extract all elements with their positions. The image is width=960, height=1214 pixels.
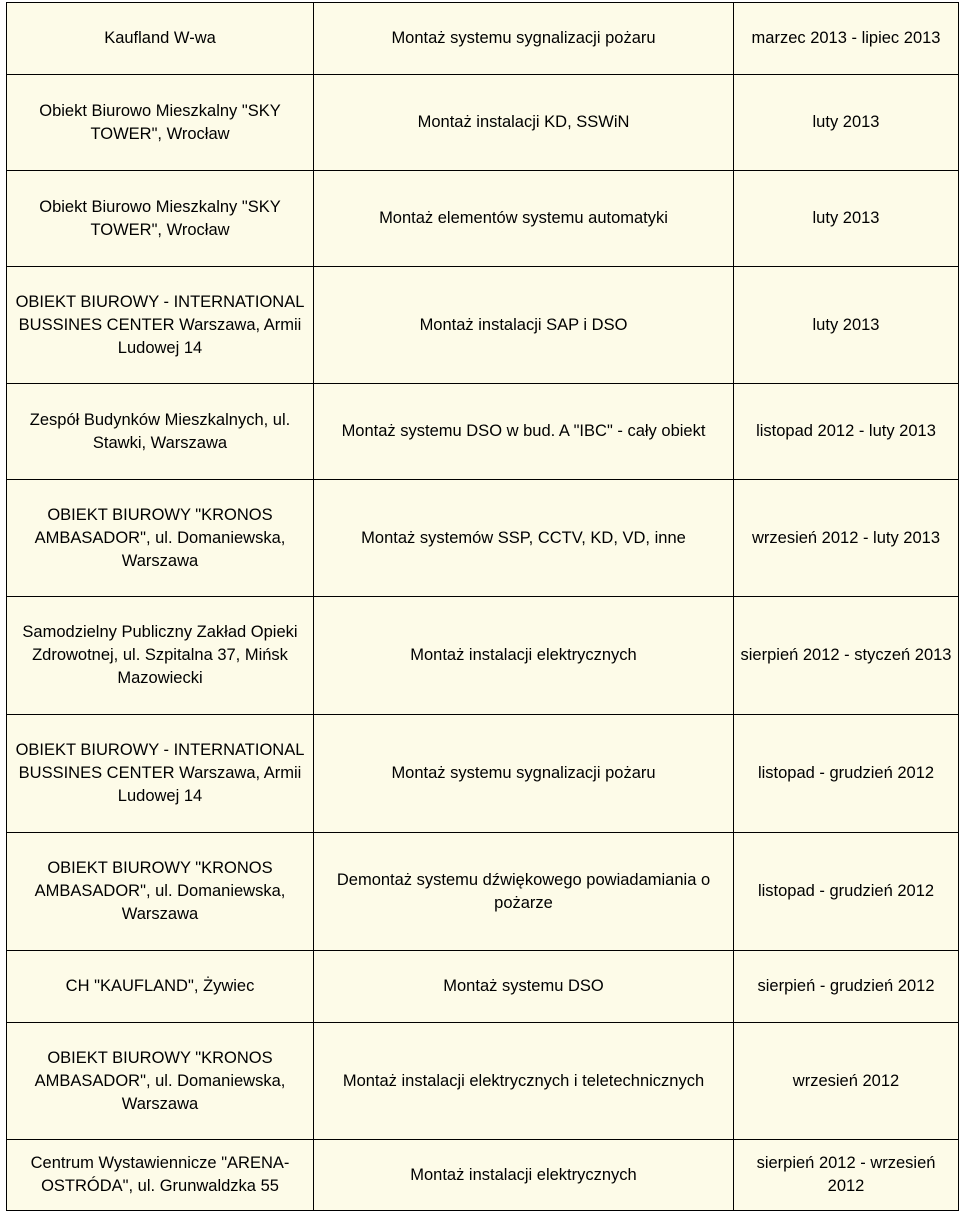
references-table-container [6, 2, 958, 1211]
scope-cell: Montaż systemu sygnalizacji pożaru [314, 3, 734, 75]
object-cell: OBIEKT BIUROWY "KRONOS AMBASADOR", ul. Domaniewska, Warszawa [7, 1023, 314, 1140]
scope-cell: Montaż systemu DSO [314, 951, 734, 1023]
table-row [7, 597, 959, 715]
table-row [7, 715, 959, 833]
object-cell: Zespół Budynków Mieszkalnych, ul. Stawki, Warszawa [7, 384, 314, 480]
table-row [7, 951, 959, 1023]
date-cell: listopad 2012 - luty 2013 [734, 384, 959, 480]
scope-cell: Demontaż systemu dźwiękowego powiadamiania o pożarze [314, 833, 734, 951]
scope-cell: Montaż instalacji elektrycznych i teletechnicznych [314, 1023, 734, 1140]
object-cell: OBIEKT BIUROWY "KRONOS AMBASADOR", ul. Domaniewska, Warszawa [7, 833, 314, 951]
table-row [7, 833, 959, 951]
scope-cell: Montaż systemu DSO w bud. A "IBC" - cały obiekt [314, 384, 734, 480]
object-cell: OBIEKT BIUROWY - INTERNATIONAL BUSSINES CENTER Warszawa, Armii Ludowej 14 [7, 715, 314, 833]
date-cell: luty 2013 [734, 267, 959, 384]
date-cell: listopad - grudzień 2012 [734, 715, 959, 833]
object-cell: CH "KAUFLAND", Żywiec [7, 951, 314, 1023]
date-cell: wrzesień 2012 [734, 1023, 959, 1140]
table-row [7, 171, 959, 267]
scope-cell: Montaż instalacji elektrycznych [314, 597, 734, 715]
object-cell: Obiekt Biurowo Mieszkalny "SKY TOWER", Wrocław [7, 75, 314, 171]
object-cell: Obiekt Biurowo Mieszkalny "SKY TOWER", Wrocław [7, 171, 314, 267]
date-cell: marzec 2013 - lipiec 2013 [734, 3, 959, 75]
scope-cell: Montaż systemów SSP, CCTV, KD, VD, inne [314, 480, 734, 597]
table-row [7, 3, 959, 75]
object-cell: OBIEKT BIUROWY - INTERNATIONAL BUSSINES CENTER Warszawa, Armii Ludowej 14 [7, 267, 314, 384]
references-table [6, 2, 959, 1211]
table-row [7, 1140, 959, 1211]
object-cell: Samodzielny Publiczny Zakład Opieki Zdrowotnej, ul. Szpitalna 37, Mińsk Mazowiecki [7, 597, 314, 715]
table-row [7, 1023, 959, 1140]
object-cell: Centrum Wystawiennicze "ARENA-OSTRÓDA", ul. Grunwaldzka 55 [7, 1140, 314, 1211]
date-cell: sierpień - grudzień 2012 [734, 951, 959, 1023]
date-cell: sierpień 2012 - styczeń 2013 [734, 597, 959, 715]
table-row [7, 480, 959, 597]
scope-cell: Montaż instalacji elektrycznych [314, 1140, 734, 1211]
table-row [7, 75, 959, 171]
date-cell: sierpień 2012 - wrzesień 2012 [734, 1140, 959, 1211]
date-cell: wrzesień 2012 - luty 2013 [734, 480, 959, 597]
scope-cell: Montaż instalacji SAP i DSO [314, 267, 734, 384]
date-cell: luty 2013 [734, 171, 959, 267]
table-row [7, 384, 959, 480]
scope-cell: Montaż systemu sygnalizacji pożaru [314, 715, 734, 833]
scope-cell: Montaż instalacji KD, SSWiN [314, 75, 734, 171]
table-row [7, 267, 959, 384]
date-cell: luty 2013 [734, 75, 959, 171]
date-cell: listopad - grudzień 2012 [734, 833, 959, 951]
scope-cell: Montaż elementów systemu automatyki [314, 171, 734, 267]
object-cell: Kaufland W-wa [7, 3, 314, 75]
object-cell: OBIEKT BIUROWY "KRONOS AMBASADOR", ul. Domaniewska, Warszawa [7, 480, 314, 597]
